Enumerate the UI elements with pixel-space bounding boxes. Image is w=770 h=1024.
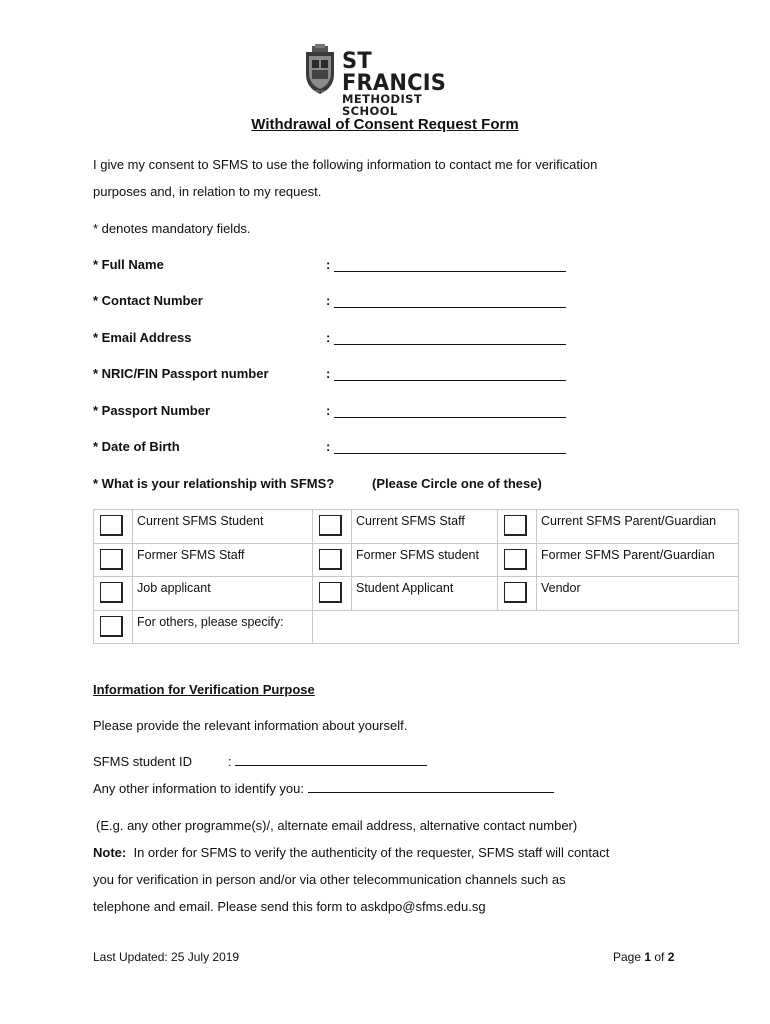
table-row — [94, 610, 739, 644]
passport-number-input-line[interactable] — [334, 404, 566, 418]
last-updated: Last Updated: 25 July 2019 — [93, 950, 240, 964]
note-line3: telephone and email. Please send this form to askdpo@sfms.edu.sg — [93, 899, 486, 914]
field-label: * Passport Number — [93, 403, 211, 418]
field-label: * Email Address — [93, 330, 192, 345]
date-of-birth-input-line[interactable] — [334, 440, 566, 454]
student-id-input-line[interactable] — [235, 754, 427, 766]
school-logo — [304, 44, 474, 118]
nric-fin-input-line[interactable] — [334, 367, 566, 381]
checkbox-job-applicant[interactable] — [100, 582, 123, 603]
field-label: * Date of Birth — [93, 439, 180, 454]
checkbox-student-applicant[interactable] — [319, 582, 342, 603]
checkbox-current-staff[interactable] — [319, 515, 342, 536]
relationship-options-table — [93, 509, 739, 644]
relationship-question: * What is your relationship with SFMS? — [93, 476, 335, 491]
other-info-label: Any other information to identify you: — [93, 781, 305, 796]
verification-instruction: Please provide the relevant information about yourself. — [93, 718, 408, 733]
option-label: Current SFMS Parent/Guardian — [537, 510, 739, 544]
relationship-instruction: (Please Circle one of these) — [372, 476, 542, 491]
option-label: For others, please specify: — [133, 610, 313, 644]
checkbox-former-parent[interactable] — [504, 549, 527, 570]
table-row — [94, 577, 739, 611]
option-label: Former SFMS Staff — [133, 543, 313, 577]
checkbox-others[interactable] — [100, 616, 123, 637]
checkbox-former-student[interactable] — [319, 549, 342, 570]
option-label: Former SFMS Parent/Guardian — [537, 543, 739, 577]
form-title: Withdrawal of Consent Request Form — [251, 116, 519, 133]
student-id-label: SFMS student ID — [93, 754, 192, 769]
full-name-input-line[interactable] — [334, 258, 566, 272]
table-row — [94, 510, 739, 544]
email-address-input-line[interactable] — [334, 331, 566, 345]
field-label: * Full Name — [93, 257, 164, 272]
note-line1: Note: In order for SFMS to verify the authenticity of the requester, SFMS staff will contact — [93, 845, 610, 860]
verification-example: (E.g. any other programme(s)/, alternate email address, alternative contact number) — [96, 818, 578, 833]
checkbox-current-parent[interactable] — [504, 515, 527, 536]
checkbox-former-staff[interactable] — [100, 549, 123, 570]
option-label: Job applicant — [133, 577, 313, 611]
school-name-line1: ST FRANCIS — [342, 47, 447, 96]
other-info-row — [93, 781, 554, 796]
svg-text:ESTD 1960: ESTD 1960 — [311, 89, 329, 94]
consent-statement-line2: purposes and, in relation to my request. — [93, 184, 322, 199]
table-row — [94, 543, 739, 577]
note-label: Note: — [93, 845, 127, 860]
consent-statement-line1: I give my consent to SFMS to use the following information to contact me for verification — [93, 157, 598, 172]
mandatory-note: * denotes mandatory fields. — [93, 221, 251, 236]
option-label: Vendor — [537, 577, 739, 611]
option-label: Current SFMS Student — [133, 510, 313, 544]
other-info-input-line[interactable] — [308, 781, 554, 793]
contact-number-input-line[interactable] — [334, 294, 566, 308]
note-line2: you for verification in person and/or via other telecommunication channels such as — [93, 872, 566, 887]
page-number: Page 1 of 2 — [613, 950, 675, 964]
verification-section-title: Information for Verification Purpose — [93, 682, 315, 697]
student-id-row: SFMS student ID : — [93, 754, 427, 769]
option-label: Former SFMS student — [352, 543, 498, 577]
checkbox-current-student[interactable] — [100, 515, 123, 536]
field-label: * Contact Number — [93, 293, 203, 308]
option-label: Current SFMS Staff — [352, 510, 498, 544]
school-name-line2: METHODIST SCHOOL — [342, 92, 423, 118]
checkbox-vendor[interactable] — [504, 582, 527, 603]
school-crest-icon — [304, 44, 336, 96]
others-specify-field[interactable] — [313, 610, 739, 644]
field-label: * NRIC/FIN Passport number — [93, 366, 269, 381]
option-label: Student Applicant — [352, 577, 498, 611]
